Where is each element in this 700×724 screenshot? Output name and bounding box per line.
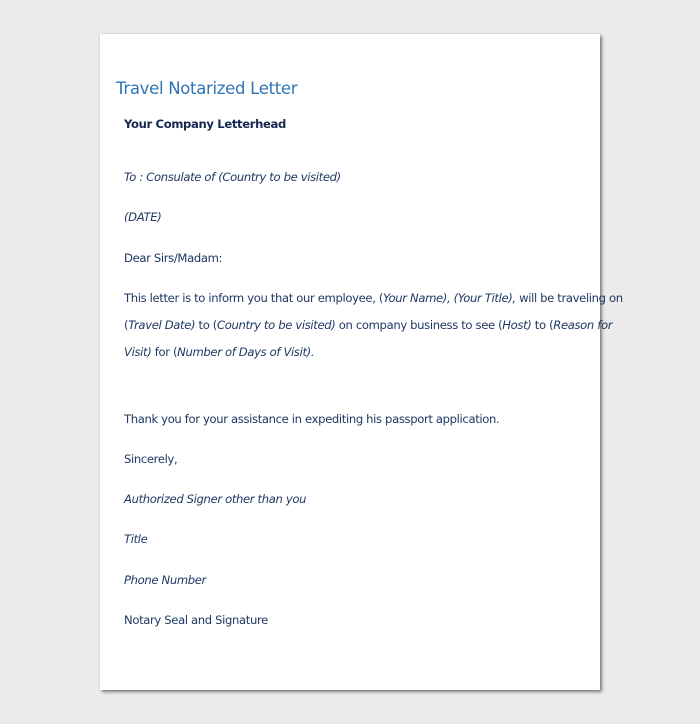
signer-title: Title: [124, 532, 148, 546]
document-title: Travel Notarized Letter: [116, 79, 298, 98]
body-text: will be traveling on: [515, 291, 623, 305]
signer-line: Authorized Signer other than you: [124, 492, 307, 506]
thanks-line: Thank you for your assistance in expediting his passport application.: [124, 412, 500, 426]
date-line: (DATE): [124, 210, 162, 224]
body-line-1: [124, 291, 623, 305]
placeholder-name-title: Your Name), (Your Title),: [383, 291, 516, 305]
body-text: to (: [195, 318, 217, 332]
document-page: [100, 34, 623, 690]
body-line-2: [124, 318, 612, 332]
salutation: Dear Sirs/Madam:: [124, 251, 223, 265]
placeholder-days: Number of Days of Visit).: [177, 345, 315, 359]
placeholder-reason-end: Visit): [124, 345, 152, 359]
body-text: This letter is to inform you that our employee, (: [124, 291, 384, 305]
notary-line: Notary Seal and Signature: [124, 613, 268, 627]
body-text: for (: [151, 345, 178, 359]
placeholder-reason: Reason for: [553, 318, 613, 332]
body-text: on company business to see (: [335, 318, 503, 332]
phone-line: Phone Number: [124, 573, 206, 587]
letterhead: Your Company Letterhead: [124, 117, 286, 131]
body-line-3: [124, 345, 314, 359]
body-text: (: [124, 318, 129, 332]
placeholder-travel-date: Travel Date): [128, 318, 196, 332]
placeholder-country: Country to be visited): [216, 318, 336, 332]
recipient-line: To : Consulate of (Country to be visited): [124, 170, 341, 184]
closing: Sincerely,: [124, 452, 178, 466]
body-text: to (: [531, 318, 554, 332]
placeholder-host: Host): [502, 318, 532, 332]
